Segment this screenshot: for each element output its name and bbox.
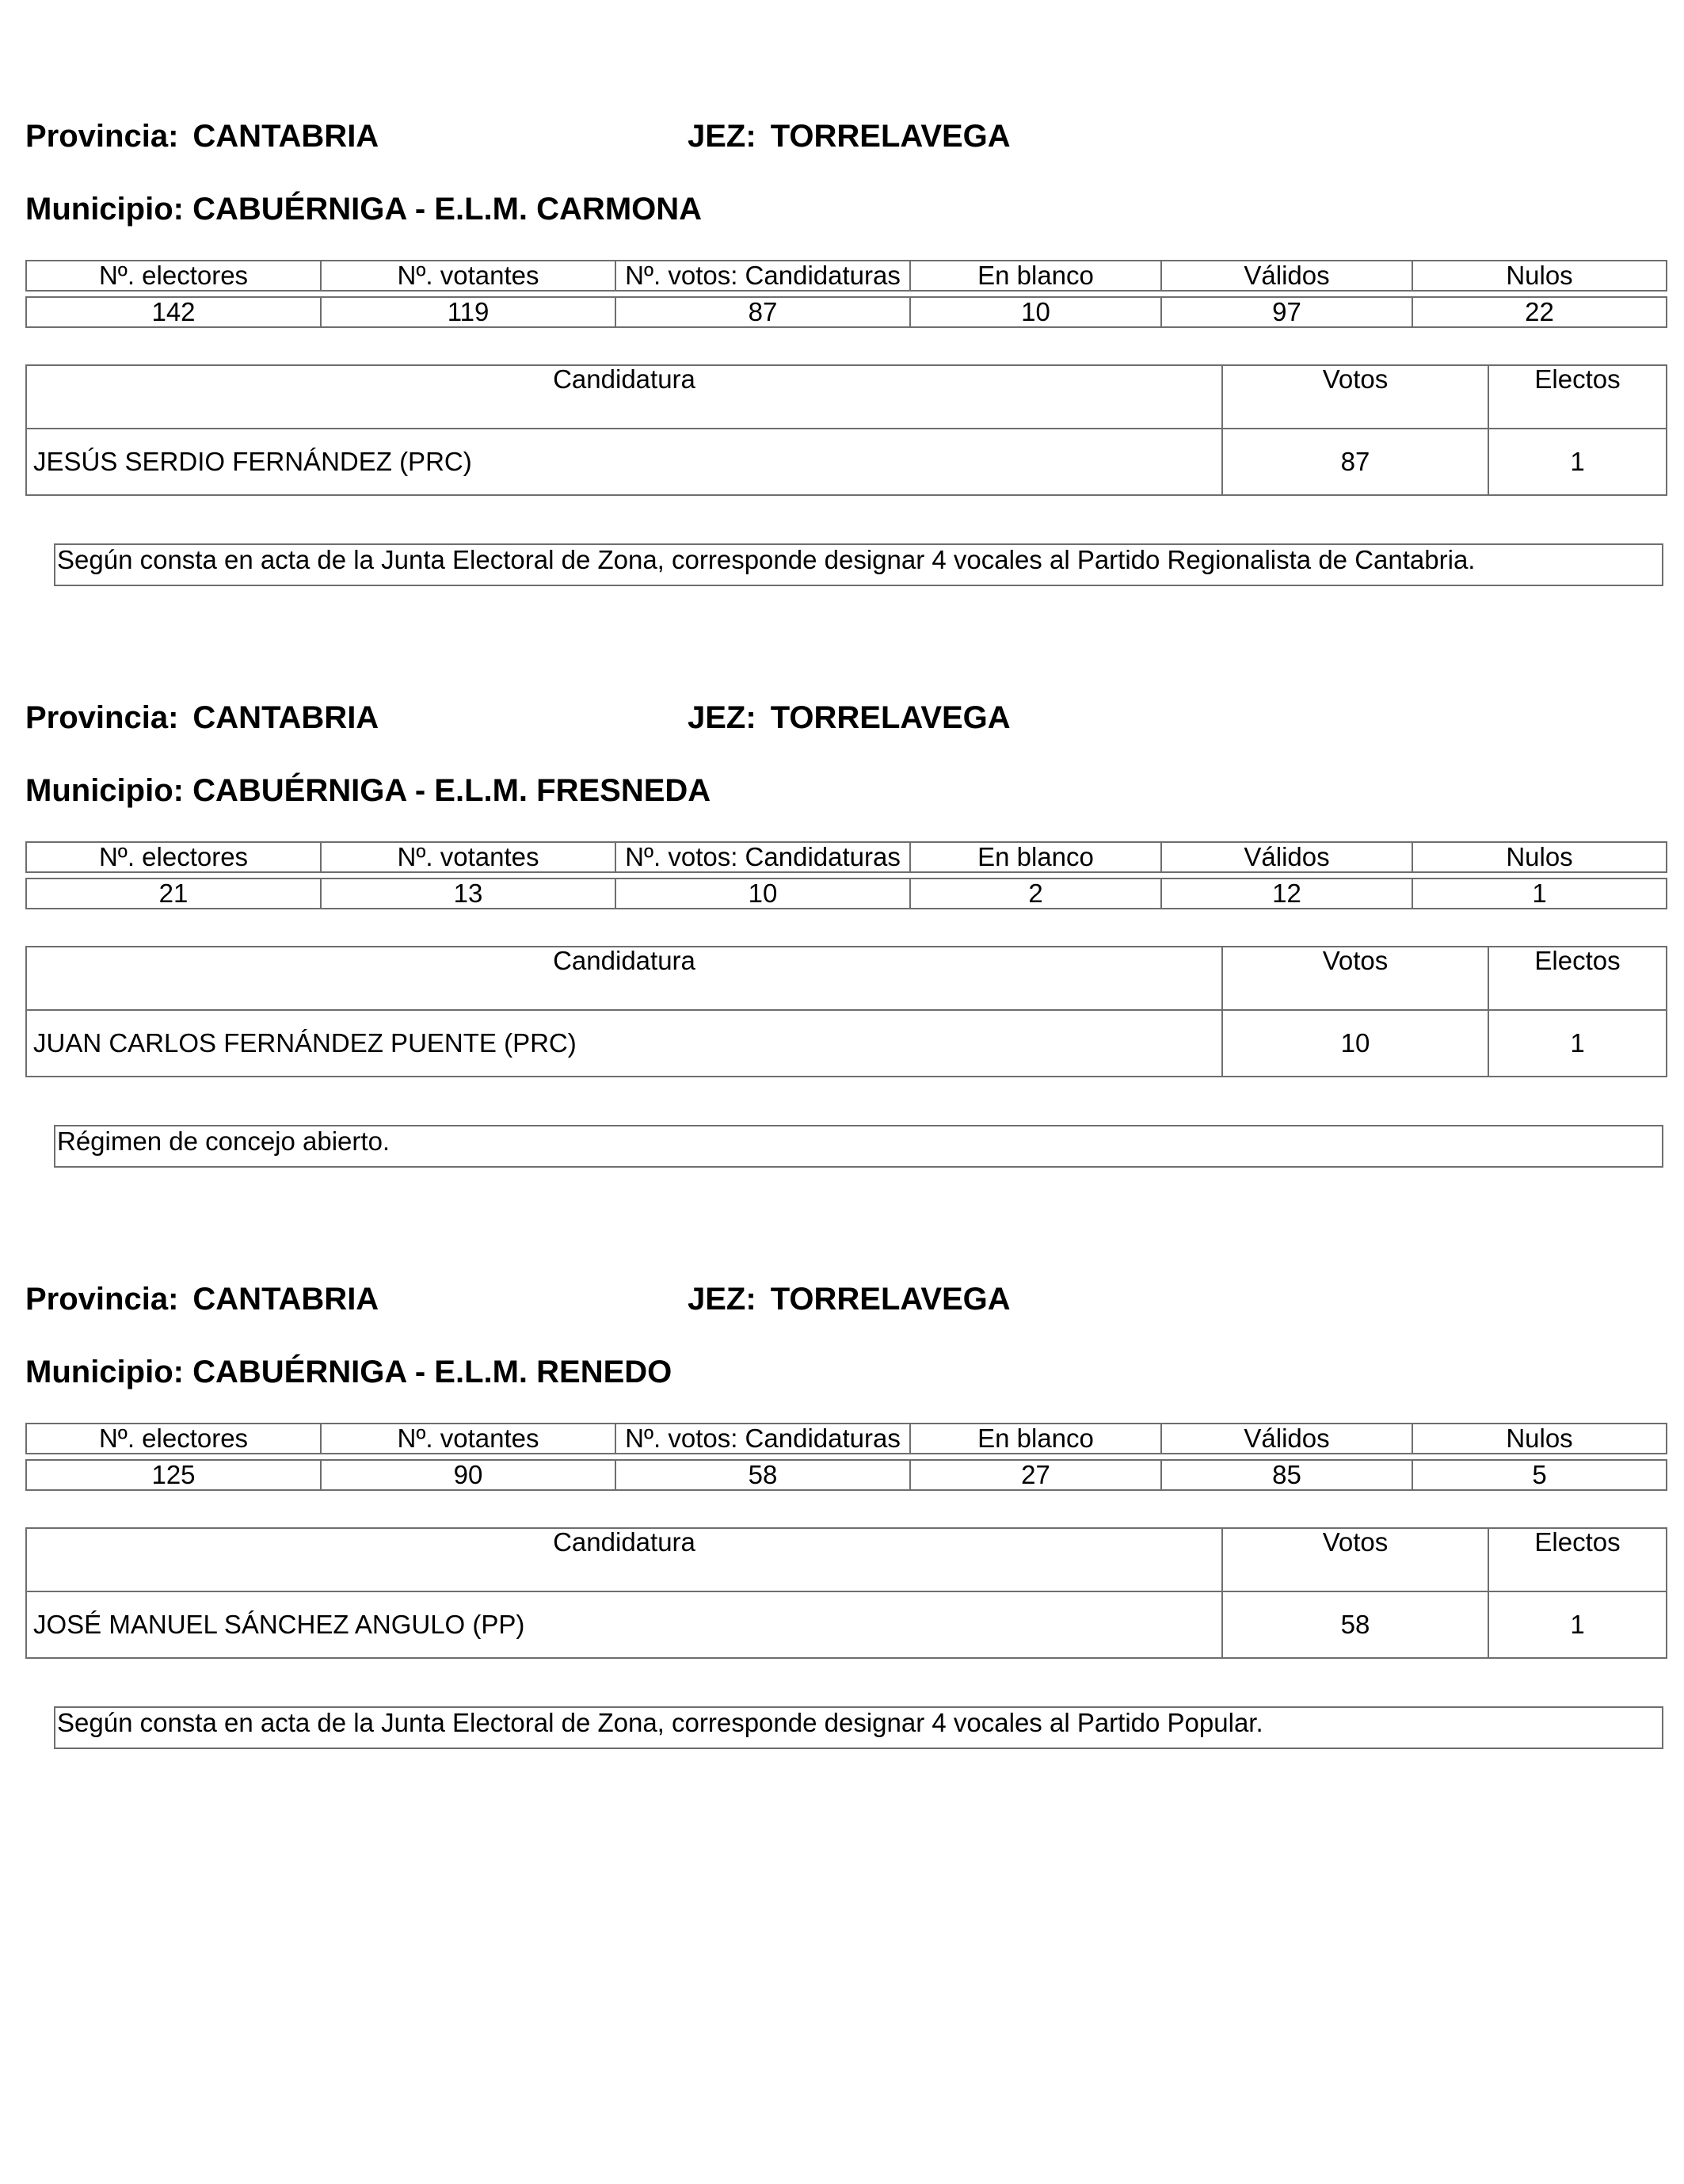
candidate-row bbox=[26, 429, 1667, 495]
en-blanco-value: 27 bbox=[910, 1460, 1161, 1490]
candidate-electos: 1 bbox=[1488, 1010, 1667, 1077]
jez-value: TORRELAVEGA bbox=[770, 700, 1011, 735]
en-blanco-value: 10 bbox=[910, 297, 1161, 327]
validos-value: 85 bbox=[1161, 1460, 1412, 1490]
provincia-label: Provincia: bbox=[25, 119, 179, 154]
provincia-line bbox=[25, 117, 379, 155]
jez-label: JEZ: bbox=[688, 700, 756, 735]
stats-header-row bbox=[26, 1424, 1667, 1454]
municipio-line bbox=[25, 1353, 672, 1391]
candidates-header-row bbox=[26, 1528, 1667, 1591]
electores-value: 21 bbox=[26, 879, 321, 909]
section-carmona bbox=[0, 117, 1684, 699]
candidates-header-row bbox=[26, 365, 1667, 429]
candidatura-header: Candidatura bbox=[26, 365, 1222, 429]
votantes-value: 13 bbox=[321, 879, 615, 909]
candidates-table bbox=[25, 364, 1667, 496]
provincia-value: CANTABRIA bbox=[192, 1282, 379, 1317]
nulos-header: Nulos bbox=[1412, 261, 1667, 291]
candidate-electos: 1 bbox=[1488, 429, 1667, 495]
electos-header: Electos bbox=[1488, 1528, 1667, 1591]
section-fresneda bbox=[0, 699, 1684, 1281]
candidate-name: JESÚS SERDIO FERNÁNDEZ (PRC) bbox=[26, 429, 1222, 495]
municipio-label: Municipio: bbox=[25, 773, 184, 808]
stats-value-row bbox=[26, 879, 1667, 909]
provincia-label: Provincia: bbox=[25, 700, 179, 735]
electores-header: Nº. electores bbox=[26, 842, 321, 872]
candidatura-header: Candidatura bbox=[26, 1528, 1222, 1591]
nulos-header: Nulos bbox=[1412, 842, 1667, 872]
municipio-line bbox=[25, 190, 702, 228]
jez-value: TORRELAVEGA bbox=[770, 119, 1011, 154]
stats-table bbox=[25, 260, 1667, 328]
municipio-line bbox=[25, 772, 711, 810]
municipio-value: CABUÉRNIGA - E.L.M. FRESNEDA bbox=[192, 773, 711, 808]
jez-label: JEZ: bbox=[688, 119, 756, 154]
validos-header: Válidos bbox=[1161, 1424, 1412, 1454]
electores-value: 142 bbox=[26, 297, 321, 327]
validos-header: Válidos bbox=[1161, 842, 1412, 872]
votos-candidaturas-header: Nº. votos: Candidaturas bbox=[615, 261, 910, 291]
electores-header: Nº. electores bbox=[26, 1424, 321, 1454]
section-renedo bbox=[0, 1280, 1684, 1862]
candidate-electos: 1 bbox=[1488, 1591, 1667, 1658]
votos-candidaturas-header: Nº. votos: Candidaturas bbox=[615, 842, 910, 872]
validos-value: 97 bbox=[1161, 297, 1412, 327]
electores-header: Nº. electores bbox=[26, 261, 321, 291]
candidates-header-row bbox=[26, 947, 1667, 1010]
jez-line bbox=[688, 117, 1011, 155]
municipio-label: Municipio: bbox=[25, 1355, 184, 1389]
jez-line bbox=[688, 699, 1011, 737]
candidate-votos: 87 bbox=[1222, 429, 1488, 495]
en-blanco-value: 2 bbox=[910, 879, 1161, 909]
votos-header: Votos bbox=[1222, 947, 1488, 1010]
votantes-value: 119 bbox=[321, 297, 615, 327]
municipio-value: CABUÉRNIGA - E.L.M. RENEDO bbox=[192, 1355, 672, 1389]
stats-table bbox=[25, 1423, 1667, 1491]
nulos-value: 1 bbox=[1412, 879, 1667, 909]
jez-value: TORRELAVEGA bbox=[770, 1282, 1011, 1317]
votantes-header: Nº. votantes bbox=[321, 261, 615, 291]
electos-header: Electos bbox=[1488, 365, 1667, 429]
candidate-votos: 58 bbox=[1222, 1591, 1488, 1658]
stats-table bbox=[25, 841, 1667, 909]
candidate-votos: 10 bbox=[1222, 1010, 1488, 1077]
electores-value: 125 bbox=[26, 1460, 321, 1490]
stats-header-row bbox=[26, 261, 1667, 291]
candidate-row bbox=[26, 1591, 1667, 1658]
en-blanco-header: En blanco bbox=[910, 842, 1161, 872]
votos-candidaturas-value: 87 bbox=[615, 297, 910, 327]
nulos-value: 22 bbox=[1412, 297, 1667, 327]
municipio-label: Municipio: bbox=[25, 192, 184, 227]
votos-candidaturas-value: 58 bbox=[615, 1460, 910, 1490]
candidate-name: JUAN CARLOS FERNÁNDEZ PUENTE (PRC) bbox=[26, 1010, 1222, 1077]
candidates-table bbox=[25, 946, 1667, 1077]
electos-header: Electos bbox=[1488, 947, 1667, 1010]
validos-value: 12 bbox=[1161, 879, 1412, 909]
nulos-header: Nulos bbox=[1412, 1424, 1667, 1454]
jez-label: JEZ: bbox=[688, 1282, 756, 1317]
municipio-value: CABUÉRNIGA - E.L.M. CARMONA bbox=[192, 192, 703, 227]
stats-header-row bbox=[26, 842, 1667, 872]
votos-candidaturas-value: 10 bbox=[615, 879, 910, 909]
note-box: Según consta en acta de la Junta Electoral de Zona, corresponde designar 4 vocales al Partido Popular. bbox=[54, 1706, 1663, 1749]
jez-line bbox=[688, 1280, 1011, 1318]
candidate-row bbox=[26, 1010, 1667, 1077]
candidate-name: JOSÉ MANUEL SÁNCHEZ ANGULO (PP) bbox=[26, 1591, 1222, 1658]
votos-candidaturas-header: Nº. votos: Candidaturas bbox=[615, 1424, 910, 1454]
provincia-value: CANTABRIA bbox=[192, 119, 379, 154]
candidates-table bbox=[25, 1527, 1667, 1659]
votantes-value: 90 bbox=[321, 1460, 615, 1490]
provincia-label: Provincia: bbox=[25, 1282, 179, 1317]
provincia-value: CANTABRIA bbox=[192, 700, 379, 735]
votos-header: Votos bbox=[1222, 365, 1488, 429]
votos-header: Votos bbox=[1222, 1528, 1488, 1591]
candidatura-header: Candidatura bbox=[26, 947, 1222, 1010]
en-blanco-header: En blanco bbox=[910, 261, 1161, 291]
stats-value-row bbox=[26, 1460, 1667, 1490]
en-blanco-header: En blanco bbox=[910, 1424, 1161, 1454]
note-box: Según consta en acta de la Junta Electoral de Zona, corresponde designar 4 vocales al Partido Regionalista de Cantabria. bbox=[54, 543, 1663, 586]
provincia-line bbox=[25, 699, 379, 737]
votantes-header: Nº. votantes bbox=[321, 842, 615, 872]
votantes-header: Nº. votantes bbox=[321, 1424, 615, 1454]
validos-header: Válidos bbox=[1161, 261, 1412, 291]
nulos-value: 5 bbox=[1412, 1460, 1667, 1490]
stats-value-row bbox=[26, 297, 1667, 327]
provincia-line bbox=[25, 1280, 379, 1318]
note-box: Régimen de concejo abierto. bbox=[54, 1125, 1663, 1168]
